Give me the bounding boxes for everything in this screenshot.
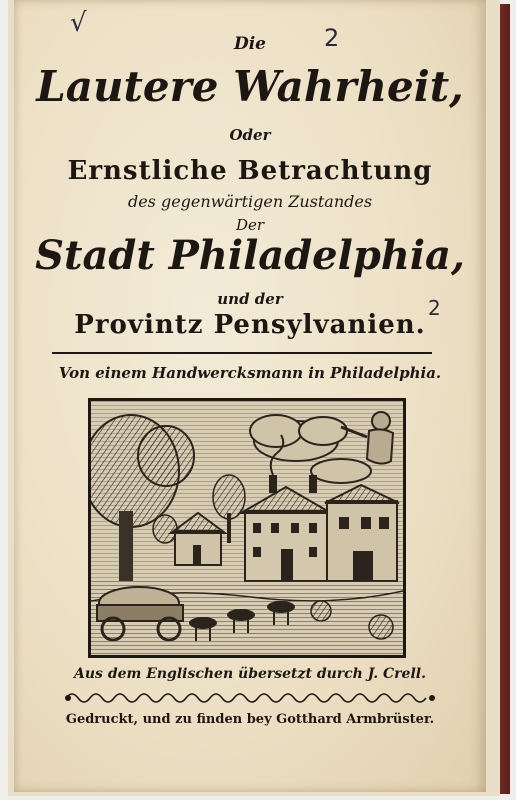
subtitle-betrachtung: Ernstliche Betrachtung [67, 156, 433, 186]
title-philadelphia: Stadt Philadelphia, [35, 232, 465, 279]
subtitle-zustandes: des gegenwärtigen Zustandes [127, 192, 373, 211]
title-pensylvanien: Provintz Pensylvanien. [74, 310, 426, 340]
title-die: Die [233, 34, 267, 54]
woodcut-illustration [88, 398, 406, 658]
handwritten-check: √ [70, 8, 87, 38]
translator-line: Aus dem Englischen übersetzt durch J. Crell. [74, 666, 426, 682]
woodcut-town-scene-icon [91, 401, 403, 655]
title-der: Der [235, 216, 265, 234]
handwritten-side-number: 2 [428, 296, 441, 320]
divider-rule [52, 352, 432, 354]
title-und-der: und der [217, 290, 283, 308]
decorative-border-icon [64, 690, 436, 706]
imprint-line: Gedruckt, und zu finden bey Gotthard Armbrüster. [65, 712, 435, 727]
author-line: Von einem Handwercksmann in Philadelphia. [58, 364, 442, 382]
handwritten-page-number: 2 [324, 24, 340, 52]
ornament-border [64, 690, 436, 706]
title-page [14, 0, 486, 792]
main-title: Lautere Wahrheit, [36, 62, 464, 111]
title-oder: Oder [229, 126, 271, 144]
